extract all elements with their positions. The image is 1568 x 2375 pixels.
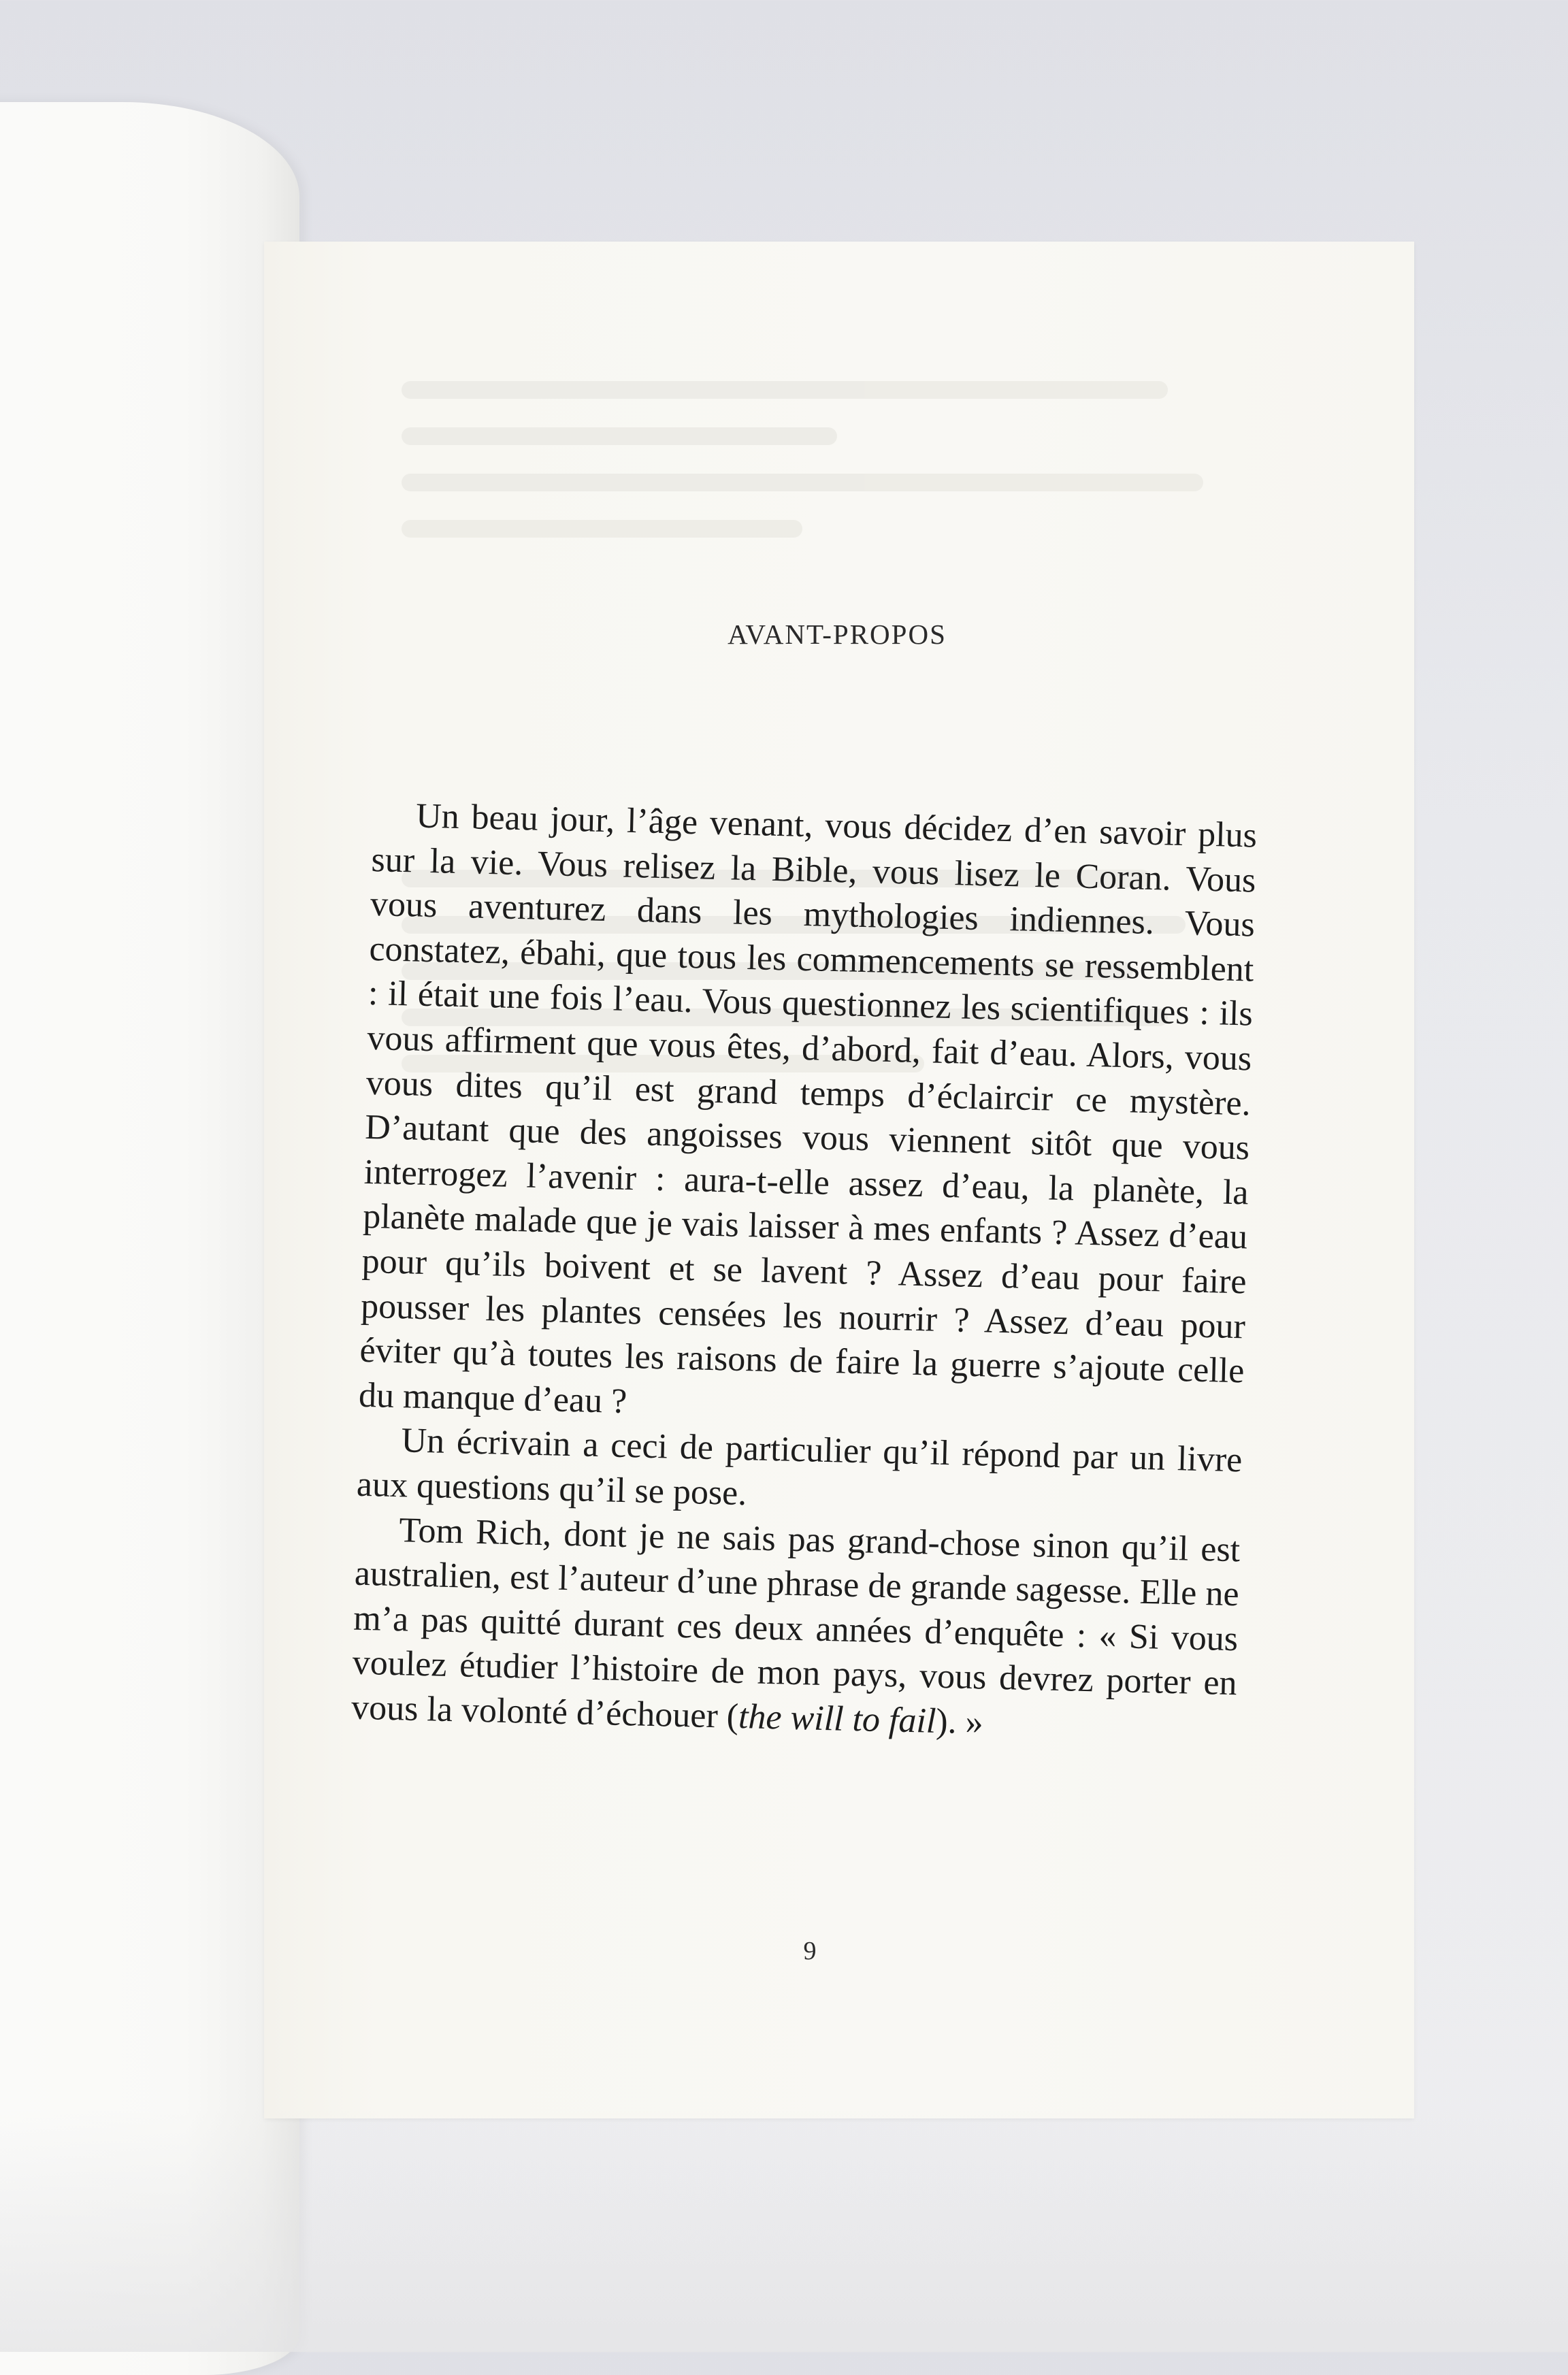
italic-quote: the will to fail [738,1697,937,1741]
left-page [0,102,299,2375]
paragraph-3-text: Tom Rich, dont je ne sais pas grand-chose sinon qu’il est australien, est l’auteur d’une phrase de grande sagesse. Elle ne m’a pas quitté durant ces deux années d’enquête : « Si vous voulez étudier l’histoire de mon pays, vous devrez porter en vous la volonté d’échouer ( [350,1510,1241,1736]
paragraph-2: Un écrivain a ceci de particulier qu’il répond par un livre aux questions qu’il se pose. [356,1421,1243,1513]
page-heading: AVANT-PROPOS [728,619,947,650]
page-number: 9 [803,1937,817,1965]
body-text [351,793,1258,1751]
paragraph-1: Un beau jour, l’âge venant, vous décidez d’en savoir plus sur la vie. Vous relisez la Bible, vous lisez le Coran. Vous vous aventurez dans les mythologies indiennes. Vous constatez, ébahi, que tous les commencements se ressemblent : il était une fois l’eau. Vous questionnez les scientifiques : ils vous affirment que vous êtes, d’abord, fait d’eau. Alors, vous vous dites qu’il est grand temps d’éclaircir ce mystère. D’autant que des angoisses vous viennent sitôt que vous interrogez l’avenir : aura-t-elle assez d’eau, la planète, la planète malade que je vais laisser à mes enfants ? Assez d’eau pour qu’ils boivent et se lavent ? Assez d’eau pour faire pousser les plantes censées les nourrir ? Assez d’eau pour éviter qu’à toutes les raisons de faire la guerre s’ajoute celle du manque d’eau ? [358,796,1258,1421]
paragraph-3-end: ). » [935,1701,984,1742]
bottom-shadow [0,2110,1568,2352]
paragraph-3 [351,1507,1241,1751]
